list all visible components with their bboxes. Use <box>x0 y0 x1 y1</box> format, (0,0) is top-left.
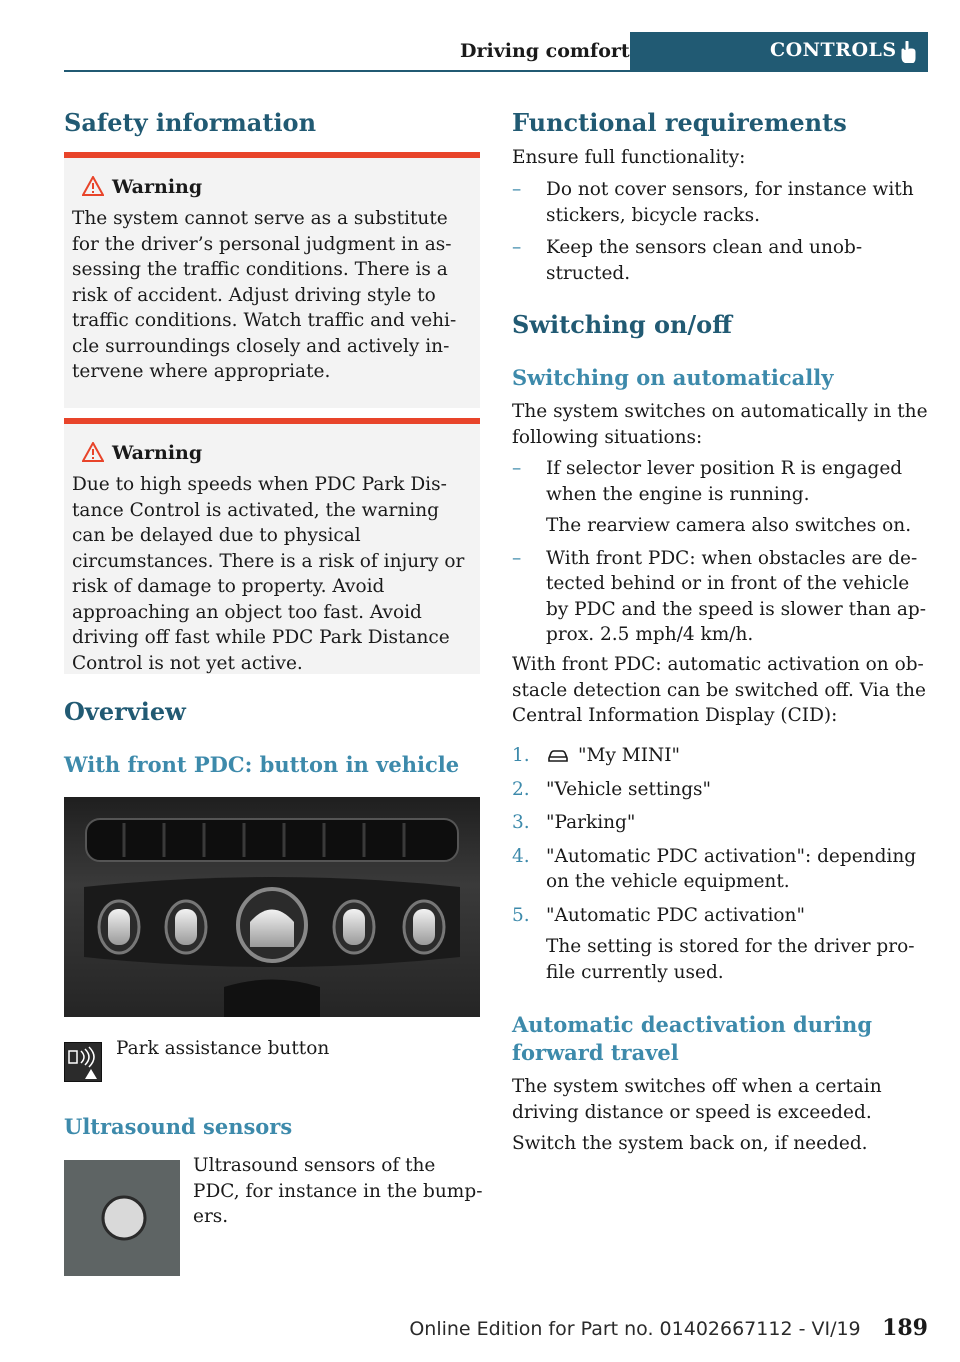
warning-triangle-icon <box>82 442 104 462</box>
switching-on-automatically-heading: Switching on automatically <box>512 365 834 390</box>
auto-deactivation-heading-line-2: forward travel <box>512 1040 679 1065</box>
running-header-tab <box>630 32 928 71</box>
list-item-subtext: The rearview camera also switches on. <box>546 515 912 536</box>
front-pdc-heading: With front PDC: button in vehicle <box>64 752 460 777</box>
step-item <box>512 743 928 769</box>
park-assistance-caption: Park assistance button <box>116 1038 330 1059</box>
warning-title <box>72 442 472 472</box>
step-text: "My MINI" <box>578 745 681 766</box>
overview-heading: Overview <box>64 697 186 726</box>
toggle-switches-illustration <box>64 797 480 1017</box>
step-text: "Automatic PDC activation": depending on the vehicle equipment. <box>546 845 917 892</box>
header-rule <box>64 70 928 72</box>
functional-requirements-heading: Functional requirements <box>512 108 847 137</box>
step-text: "Vehicle settings" <box>546 778 712 800</box>
list-item-text: With front PDC: when obstacles are detected behind or in front of the vehicle by PDC and the speed is slower than approx. 2.5 mph/4 km/h. <box>546 547 926 645</box>
step-item <box>512 777 928 803</box>
pointing-hand-icon <box>898 41 916 63</box>
warning-title <box>72 176 472 206</box>
warning-body: The system cannot serve as a substitute for the driver’s personal judgment in assessing the traffic conditions. There is a risk of accident. Adjust driving style to traffic conditions. Watch traffic and vehicle surroundings closely and actively intervene where appropriate. <box>72 208 457 382</box>
list-item-text: If selector lever position R is engaged when the engine is running. <box>546 458 903 505</box>
footer-edition: Online Edition for Part no. 01402667112 - VI/19 <box>409 1318 861 1340</box>
dashboard-toggle-switches-photo <box>64 797 480 1017</box>
front-pdc-note: With front PDC: automatic activation on obstacle detection can be switched off. Via the Central Information Display (CID): <box>512 654 926 726</box>
functional-intro: Ensure full functionality: <box>512 147 746 168</box>
cid-steps-list <box>512 743 928 993</box>
step-number: 3. <box>512 812 530 833</box>
running-header-section: Driving comfort <box>460 40 630 62</box>
step-subtext: The setting is stored for the driver profile currently used. <box>546 936 915 983</box>
step-number: 5. <box>512 904 530 926</box>
warning-body: Due to high speeds when PDC Park Distance Control is activated, the warning can be delayed due to physical circumstances. There is a risk of injury or risk of damage to property. Avoid approaching an object too fast. Avoid driving off fast while PDC Park Distance Control is not yet active. <box>72 474 465 674</box>
ultrasound-sensor-photo <box>64 1160 180 1276</box>
page-number: 189 <box>882 1315 928 1341</box>
functional-requirements-list <box>512 177 928 293</box>
auto-deactivation-text: The system switches off when a certain driving distance or speed is exceeded. <box>512 1076 882 1123</box>
warning-box-2 <box>64 418 480 674</box>
step-number: 4. <box>512 845 530 867</box>
warning-box-1 <box>64 152 480 408</box>
step-item <box>512 903 928 986</box>
sensor-circle-icon <box>64 1160 180 1276</box>
list-item: – Keep the sensors clean and unobstructed. <box>512 235 928 286</box>
park-assistance-icon <box>65 1043 101 1081</box>
warning-title-text: Warning <box>112 176 203 198</box>
step-item <box>512 810 928 836</box>
list-item <box>512 456 928 539</box>
warning-triangle-icon <box>82 176 104 196</box>
car-icon <box>546 749 570 763</box>
safety-information-heading: Safety information <box>64 108 317 137</box>
step-text: "Automatic PDC activation" <box>546 904 805 926</box>
list-item <box>512 546 928 648</box>
auto-deactivation-text-2: Switch the system back on, if needed. <box>512 1133 868 1154</box>
auto-on-list <box>512 456 928 655</box>
step-number: 2. <box>512 778 530 800</box>
warning-title-text: Warning <box>112 442 203 464</box>
ultrasound-sensors-heading: Ultrasound sensors <box>64 1114 293 1139</box>
ultrasound-sensors-text: Ultrasound sensors of the PDC, for instance in the bumpers. <box>193 1155 483 1227</box>
switching-heading: Switching on/off <box>512 310 732 339</box>
step-text: "Parking" <box>546 812 636 833</box>
header-tab-label: CONTROLS <box>770 39 897 61</box>
list-item: – Do not cover sensors, for instance with stickers, bicycle racks. <box>512 177 928 228</box>
auto-on-intro: The system switches on automatically in the following situations: <box>512 401 928 448</box>
auto-deactivation-heading-line-1: Automatic deactivation during <box>512 1012 873 1037</box>
step-number: 1. <box>512 745 530 766</box>
park-assistance-button-icon <box>64 1042 102 1082</box>
step-item <box>512 844 928 895</box>
